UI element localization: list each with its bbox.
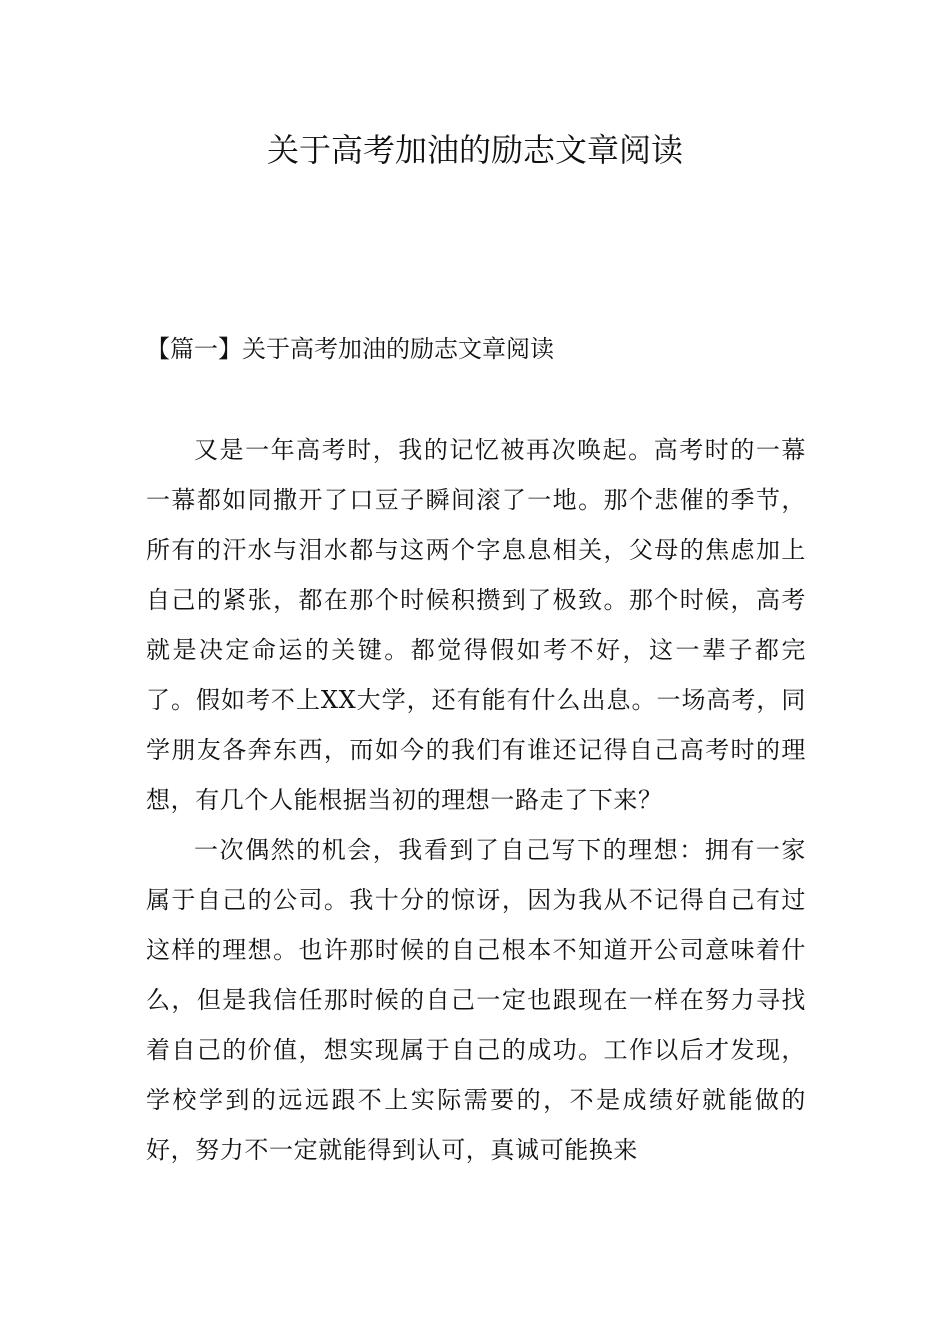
paragraph: 又是一年高考时，我的记忆被再次唤起。高考时的一幕一幕都如同撒开了口豆子瞬间滚了一地。那个悲催的季节，所有的汗水与泪水都与这两个字息息相关，父母的焦虑加上自己的紧张，都在那个时候积攒到了极致。那个时候，高考就是决定命运的关键。都觉得假如考不好，这一辈子都完了。假如考不上XX大学，还有能有什么出息。一场高考，同学朋友各奔东西，而如今的我们有谁还记得自己高考时的理想，有几个人能根据当初的理想一路走了下来？ [146,436,806,814]
document-title: 关于高考加油的励志文章阅读 [266,131,683,169]
paragraph: 一次偶然的机会，我看到了自己写下的理想：拥有一家属于自己的公司。我十分的惊讶，因为我从不记得自己有过这样的理想。也许那时候的自己根本不知道开公司意味着什么，但是我信任那时候的自己一定也跟现在一样在努力寻找着自己的价值，想实现属于自己的成功。工作以后才发现，学校学到的远远跟不上实际需要的，不是成绩好就能做的好，努力不一定就能得到认可，真诚可能换来 [146,836,806,1164]
section-heading: 【篇一】关于高考加油的励志文章阅读 [146,335,554,363]
body-text [146,425,806,1175]
